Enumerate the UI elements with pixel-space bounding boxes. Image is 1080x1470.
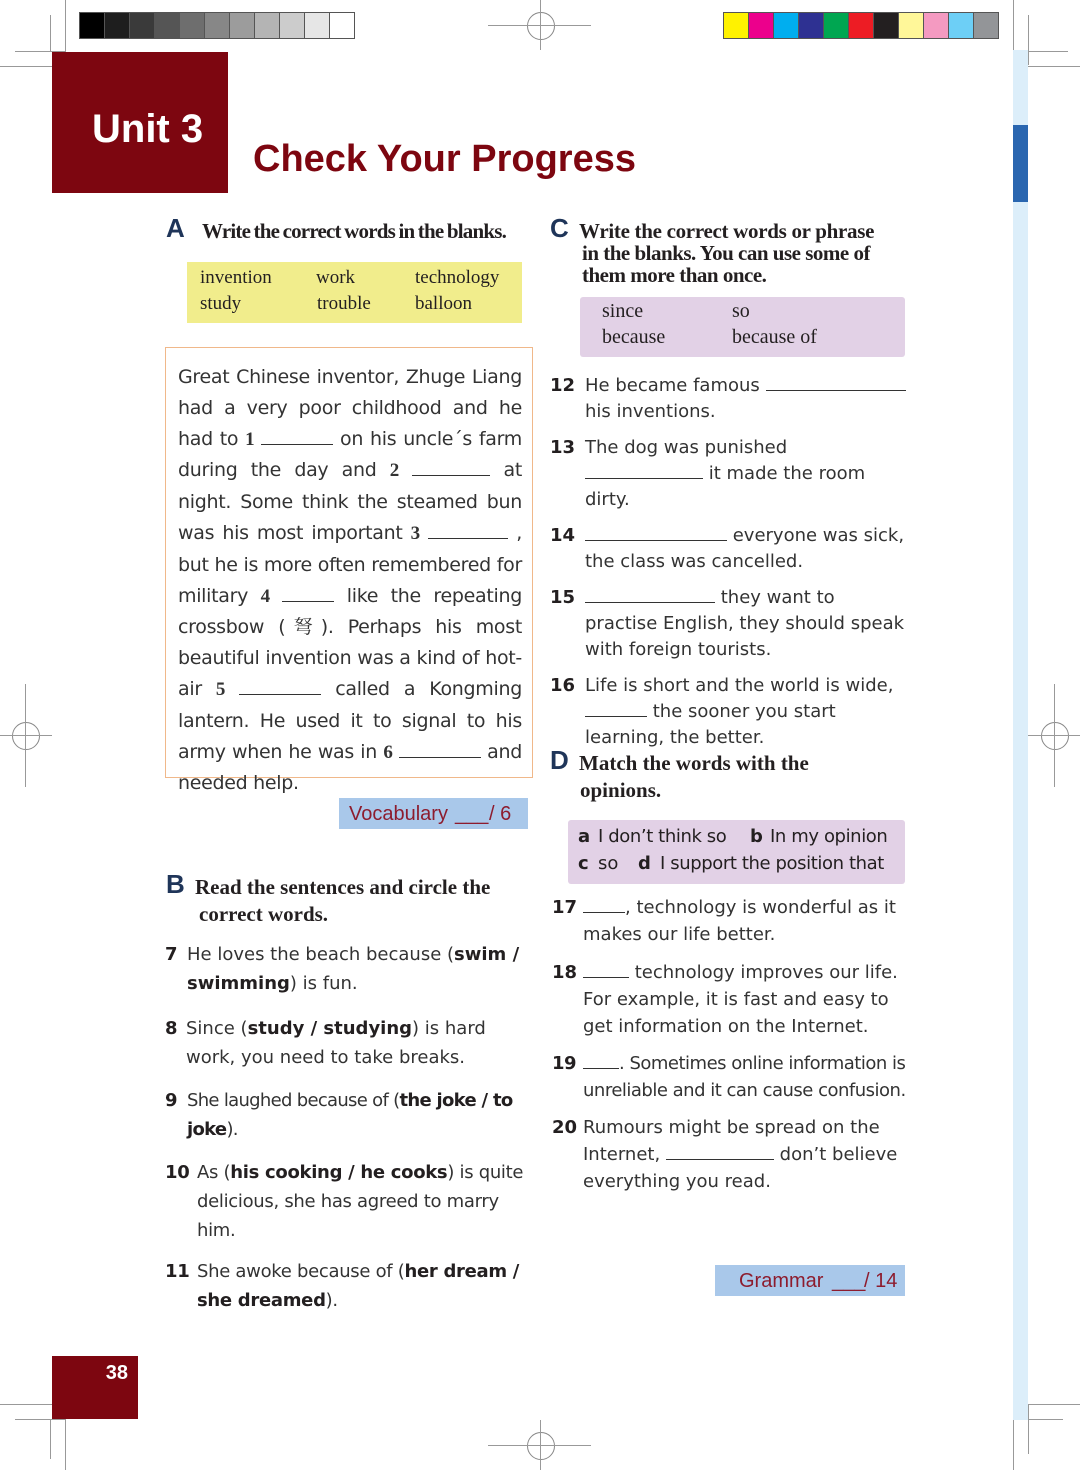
section-letter: D <box>550 745 569 775</box>
answer-blank[interactable] <box>399 742 481 758</box>
passage-text: , but he is more often remembered for military <box>178 521 522 607</box>
question-item <box>165 1086 525 1144</box>
crop-mark <box>540 0 541 50</box>
vocabulary-score-box <box>339 798 528 829</box>
unit-banner <box>52 52 228 193</box>
word-bank-item: because <box>602 326 666 348</box>
section-d-list <box>552 894 912 1195</box>
option-text: so <box>598 853 619 874</box>
passage-text: and needed help. <box>178 740 522 795</box>
question-text <box>585 585 910 663</box>
page-title: Check Your Progress <box>253 138 636 180</box>
cloze-passage-box <box>165 347 533 795</box>
passage-text: called a Kongming lantern. He used it to signal to his army when he was in <box>178 677 522 763</box>
cloze-passage <box>178 362 522 799</box>
option-key: c <box>578 853 589 874</box>
gray-swatch <box>180 13 205 38</box>
color-swatch <box>849 13 874 38</box>
color-swatch <box>774 13 799 38</box>
question-number: 13 <box>550 437 576 458</box>
page-number: 38 <box>105 1362 128 1384</box>
question-text <box>585 373 910 425</box>
blank-number: 2 <box>389 460 399 482</box>
sentence-part: , technology is wonderful as it makes our life better. <box>583 897 896 945</box>
word-bank-item: technology <box>415 267 500 288</box>
word-bank-item: work <box>316 267 356 288</box>
choice-options[interactable]: her dream / she dreamed <box>197 1261 520 1311</box>
word-bank-item: since <box>602 300 644 322</box>
question-number: 9 <box>165 1090 177 1111</box>
question-number: 7 <box>165 944 178 965</box>
section-instruction: Match the words with the <box>579 751 809 775</box>
question-text <box>585 435 910 513</box>
color-swatch <box>824 13 849 38</box>
crop-mark <box>1028 1404 1029 1454</box>
answer-blank[interactable] <box>585 701 647 717</box>
answer-blank[interactable] <box>428 523 508 539</box>
passage-text: on his uncle´s farm during the day and <box>178 427 522 482</box>
registration-target-icon <box>1041 722 1069 750</box>
answer-blank[interactable] <box>583 897 625 913</box>
gray-swatch <box>155 13 180 38</box>
crop-mark <box>1054 684 1055 787</box>
question-text <box>583 959 912 1040</box>
crop-mark <box>1028 15 1029 65</box>
crop-mark <box>65 0 66 52</box>
score-blank[interactable]: ___ <box>832 1270 866 1292</box>
blank-number: 5 <box>215 678 226 700</box>
gray-swatch <box>130 13 155 38</box>
crop-mark <box>0 1404 52 1405</box>
crop-mark <box>1028 66 1080 67</box>
question-text <box>187 1086 525 1144</box>
crop-mark <box>1013 1419 1014 1470</box>
sentence-part: everyone was sick, the class was cancelled. <box>585 525 905 572</box>
option-text: I support the position that <box>660 853 884 874</box>
grayscale-color-bar <box>79 12 355 39</box>
page-edge-strip <box>1013 50 1028 1420</box>
sentence-part: ). <box>325 1290 338 1311</box>
score-total: / 14 <box>864 1270 898 1292</box>
sentence-part: ) is fun. <box>289 973 358 994</box>
word-bank-item: balloon <box>415 293 472 314</box>
sentence-part: technology improves our life. For example, it is fast and easy to get information on the Internet. <box>583 962 898 1037</box>
crop-mark <box>0 66 52 67</box>
unit-title: Unit 3 <box>92 107 204 151</box>
question-number: 18 <box>552 962 578 983</box>
question-text <box>583 894 912 948</box>
question-text <box>186 1014 525 1072</box>
question-text <box>583 1114 912 1195</box>
question-number: 11 <box>165 1261 190 1282</box>
section-letter: A <box>166 213 185 243</box>
question-item <box>550 673 910 751</box>
registration-target-icon <box>12 722 40 750</box>
question-item <box>550 373 910 425</box>
word-bank-item: study <box>200 293 242 314</box>
color-swatch <box>974 13 998 38</box>
answer-blank[interactable] <box>412 460 490 476</box>
color-swatch <box>874 13 899 38</box>
question-text <box>187 940 525 998</box>
answer-blank[interactable] <box>585 463 703 479</box>
answer-blank[interactable] <box>583 1053 619 1069</box>
question-item <box>552 1114 912 1195</box>
word-bank-item: so <box>732 300 750 322</box>
color-swatch <box>724 13 749 38</box>
question-number: 12 <box>550 375 576 396</box>
sentence-part: She laughed because of ( <box>187 1090 400 1111</box>
sentence-part: they want to practise English, they should speak with foreign tourists. <box>585 587 905 660</box>
option-key: a <box>578 826 591 847</box>
sentence-part: it made the room dirty. <box>585 463 866 510</box>
gray-swatch <box>80 13 105 38</box>
question-text <box>585 673 910 751</box>
unit-thumb-tab <box>1013 125 1028 202</box>
blank-number: 6 <box>383 741 393 763</box>
options-box-d <box>568 820 905 884</box>
color-swatch <box>799 13 824 38</box>
choice-options[interactable]: his cooking / he cooks <box>230 1162 448 1183</box>
answer-blank[interactable] <box>583 962 629 978</box>
page-number-block <box>52 1356 138 1419</box>
passage-text: Great Chinese inventor, Zhuge Liang had a very poor childhood and he had to <box>178 366 522 450</box>
sentence-part: He became famous <box>585 375 760 396</box>
crop-mark <box>50 15 51 52</box>
answer-blank[interactable] <box>261 429 333 445</box>
blank-number: 3 <box>410 522 420 544</box>
gray-swatch <box>330 13 354 38</box>
sentence-part: As ( <box>197 1162 231 1183</box>
gray-swatch <box>305 13 330 38</box>
sentence-part: . Sometimes online information is unreliable and it can cause confusion. <box>583 1053 906 1101</box>
crop-mark <box>540 1420 541 1470</box>
crop-mark <box>1013 0 1014 50</box>
section-instruction: Write the correct words in the blanks. <box>202 219 507 243</box>
section-b-heading <box>166 869 536 926</box>
score-blank[interactable]: ___ <box>455 803 489 825</box>
option-key: b <box>750 826 763 847</box>
grammar-score-box <box>715 1265 905 1296</box>
section-instruction: Read the sentences and circle the <box>195 875 491 899</box>
word-bank-item: because of <box>732 326 817 348</box>
section-c-list <box>550 373 910 751</box>
choice-options[interactable]: the joke / to joke <box>187 1090 513 1140</box>
section-b-list <box>165 940 525 1315</box>
question-item <box>165 1014 525 1072</box>
answer-blank[interactable] <box>239 679 321 695</box>
question-item <box>165 1257 525 1315</box>
sentence-part: Rumours might be spread on the Internet, <box>583 1117 880 1165</box>
section-instruction: in the blanks. You can use some of <box>582 241 870 265</box>
sentence-part: She awoke because of ( <box>197 1261 405 1282</box>
crop-mark <box>0 735 52 736</box>
question-item <box>550 435 910 513</box>
sentence-part: ) is hard work, you need to take breaks. <box>186 1018 486 1068</box>
crop-mark <box>65 1419 66 1470</box>
option-text: In my opinion <box>770 826 888 847</box>
option-text: I don’t think so <box>598 826 727 847</box>
question-number: 20 <box>552 1117 578 1138</box>
registration-target-icon <box>527 12 555 40</box>
score-label: Vocabulary <box>349 803 448 825</box>
question-item <box>165 1158 525 1245</box>
sentence-part: Since ( <box>186 1018 248 1039</box>
color-swatch <box>749 13 774 38</box>
color-swatch <box>899 13 924 38</box>
crop-mark <box>1028 1404 1080 1405</box>
answer-blank[interactable] <box>666 1144 774 1160</box>
section-instruction: opinions. <box>580 778 662 802</box>
word-bank-c <box>580 297 905 357</box>
crop-mark <box>1028 51 1068 52</box>
question-item <box>550 585 910 663</box>
section-letter: B <box>166 869 185 899</box>
word-bank-item: invention <box>200 267 272 288</box>
answer-blank[interactable] <box>585 587 715 603</box>
score-label: Grammar <box>739 1270 824 1292</box>
question-number: 10 <box>165 1162 190 1183</box>
registration-target-icon <box>527 1432 555 1460</box>
question-number: 16 <box>550 675 576 696</box>
question-item <box>552 1050 912 1104</box>
color-swatch <box>949 13 974 38</box>
question-number: 19 <box>552 1053 577 1074</box>
answer-blank[interactable] <box>585 525 727 541</box>
answer-blank[interactable] <box>766 375 906 391</box>
question-number: 14 <box>550 525 576 546</box>
blank-number: 4 <box>260 585 270 607</box>
blank-number: 1 <box>245 428 255 450</box>
section-instruction: correct words. <box>199 902 329 926</box>
question-number: 8 <box>165 1018 178 1039</box>
question-item <box>550 523 910 575</box>
crop-mark <box>15 1419 65 1420</box>
color-swatch <box>924 13 949 38</box>
question-item <box>165 940 525 998</box>
sentence-part: ) is quite delicious, she has agreed to marry him. <box>197 1162 524 1241</box>
question-item <box>552 959 912 1040</box>
gray-swatch <box>105 13 130 38</box>
section-instruction: Write the correct words or phrase <box>579 219 875 243</box>
crop-mark <box>25 684 26 787</box>
choice-options[interactable]: study / studying <box>247 1018 413 1039</box>
sentence-part: Life is short and the world is wide, <box>585 675 894 696</box>
sentence-part: the sooner you start learning, the better. <box>585 701 836 748</box>
score-total: / 6 <box>489 803 512 825</box>
question-text <box>197 1257 525 1315</box>
sentence-part: his inventions. <box>585 401 716 422</box>
option-key: d <box>638 853 651 874</box>
word-bank-a <box>187 262 522 323</box>
question-item <box>552 894 912 948</box>
crop-mark <box>50 1419 51 1459</box>
sentence-part: He loves the beach because ( <box>187 944 455 965</box>
question-number: 15 <box>550 587 576 608</box>
question-text <box>197 1158 525 1245</box>
sentence-part: ). <box>226 1119 238 1140</box>
passage-text: like the repeating crossbow (弩). Perhaps his most beautiful invention was a kind of hot-air <box>178 584 522 700</box>
cmyk-color-bar <box>723 12 999 39</box>
word-bank-item: trouble <box>317 293 371 314</box>
question-text <box>583 1050 912 1104</box>
gray-swatch <box>255 13 280 38</box>
section-instruction: them more than once. <box>582 263 767 287</box>
section-letter: C <box>550 213 569 243</box>
choice-options[interactable]: swim / swimming <box>187 944 520 994</box>
gray-swatch <box>230 13 255 38</box>
question-text <box>585 523 910 575</box>
question-number: 17 <box>552 897 578 918</box>
sentence-part: don’t believe everything you read. <box>583 1144 898 1192</box>
sentence-part: The dog was punished <box>585 437 788 458</box>
answer-blank[interactable] <box>282 586 334 602</box>
passage-text: at night. Some think the steamed bun was his most important <box>178 459 522 544</box>
gray-swatch <box>205 13 230 38</box>
gray-swatch <box>280 13 305 38</box>
